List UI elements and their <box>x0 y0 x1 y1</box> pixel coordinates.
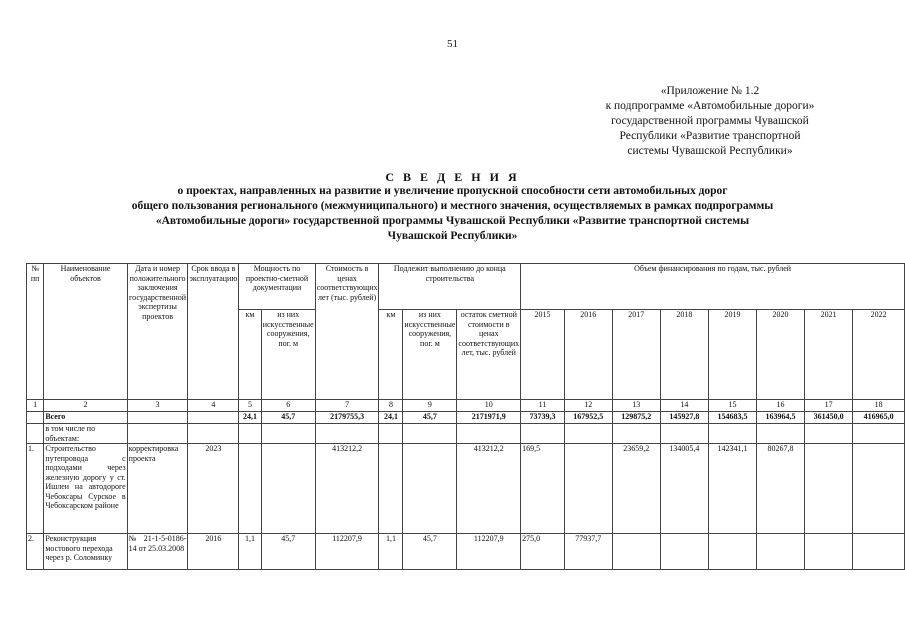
header-year: 2017 <box>612 310 660 400</box>
total-cell: 145927,8 <box>661 412 709 424</box>
header-funding: Объем финансирования по годам, тыс. рублей <box>521 264 905 310</box>
subtitle-line: «Автомобильные дороги» государственной программы Чувашской Республики «Развитие транспортной системы <box>155 215 750 227</box>
header-km: км <box>239 310 261 400</box>
row-cell: 134005,4 <box>661 444 709 534</box>
total-cell: 2171971,9 <box>457 412 521 424</box>
header-year: 2019 <box>708 310 756 400</box>
col-number: 2 <box>44 400 127 412</box>
header-km2: км <box>379 310 403 400</box>
header-year: 2022 <box>853 310 905 400</box>
including-row <box>27 424 905 444</box>
col-number: 11 <box>521 400 565 412</box>
header-art2: из них искусственные сооружения, пог. м <box>403 310 457 400</box>
col-number: 12 <box>564 400 612 412</box>
row-num: 1. <box>27 444 44 534</box>
col-number: 8 <box>379 400 403 412</box>
header-year: 2015 <box>521 310 565 400</box>
total-cell: 24,1 <box>379 412 403 424</box>
header-balance: остаток сметной стоимости в ценах соответствующих лет, тыс. рублей <box>457 310 521 400</box>
row-cell: 45,7 <box>261 534 315 570</box>
row-cell <box>804 534 852 570</box>
col-number: 18 <box>853 400 905 412</box>
total-cell: 154683,5 <box>708 412 756 424</box>
total-cell: 163964,5 <box>757 412 805 424</box>
header-remaining: Подлежит выполнению до конца строительства <box>379 264 521 310</box>
col-number: 7 <box>315 400 379 412</box>
total-cell: 361450,0 <box>804 412 852 424</box>
row-term: 2023 <box>188 444 239 534</box>
total-cell: 416965,0 <box>853 412 905 424</box>
row-date: корректировка проекта <box>127 444 188 534</box>
row-cell <box>661 534 709 570</box>
col-number: 5 <box>239 400 261 412</box>
header-num: № пп <box>27 264 44 400</box>
total-cell: 24,1 <box>239 412 261 424</box>
col-number: 4 <box>188 400 239 412</box>
header-year: 2018 <box>661 310 709 400</box>
subtitle-line: общего пользования регионального (межмуниципального) и местного значения, осуществляемых в рамках подпрограммы <box>131 200 774 212</box>
table-row <box>27 444 905 534</box>
total-cell: 167952,5 <box>564 412 612 424</box>
col-number: 6 <box>261 400 315 412</box>
row-cell: 45,7 <box>403 534 457 570</box>
row-cell <box>853 534 905 570</box>
total-cell: 45,7 <box>261 412 315 424</box>
header-cost: Стоимость в ценах соответствующих лет (тыс. рублей) <box>315 264 379 400</box>
header-year: 2020 <box>757 310 805 400</box>
row-name: Строительство путепровода с подходами через железную дорогу у ст. Ишлеи на автодороге Чебоксары Сурское в Чебоксарском районе <box>44 444 127 534</box>
header-art: из них искусственные сооружения, пог. м <box>261 310 315 400</box>
header-year: 2016 <box>564 310 612 400</box>
row-cell: 1,1 <box>379 534 403 570</box>
col-number: 9 <box>403 400 457 412</box>
row-cell: 80267,8 <box>757 444 805 534</box>
appendix-block <box>560 84 860 159</box>
row-cell <box>564 444 612 534</box>
row-cell <box>853 444 905 534</box>
header-capacity: Мощность по проектно-сметной документации <box>239 264 315 310</box>
row-cell: 112207,9 <box>457 534 521 570</box>
appendix-line: Республики «Развитие транспортной <box>619 130 801 142</box>
row-term: 2016 <box>188 534 239 570</box>
col-number: 10 <box>457 400 521 412</box>
appendix-line: системы Чувашской Республики» <box>627 145 793 157</box>
row-cell <box>379 444 403 534</box>
appendix-line: «Приложение № 1.2 <box>660 85 760 97</box>
row-cell <box>261 444 315 534</box>
row-cell: 23659,2 <box>612 444 660 534</box>
row-cell: 413212,2 <box>457 444 521 534</box>
row-name: Реконструкция мостового перехода через р. Соломинку <box>44 534 127 570</box>
row-cell: 112207,9 <box>315 534 379 570</box>
col-number: 16 <box>757 400 805 412</box>
total-cell: 73739,3 <box>521 412 565 424</box>
total-cell: 45,7 <box>403 412 457 424</box>
total-label: Всего <box>44 412 127 424</box>
col-number: 14 <box>661 400 709 412</box>
row-cell: 1,1 <box>239 534 261 570</box>
document-subtitle <box>60 184 845 244</box>
row-date: № 21-1-5-0186-14 от 25.03.2008 <box>127 534 188 570</box>
header-date: Дата и номер положительного заключения государственной экспертизы проектов <box>127 264 188 400</box>
total-row <box>27 412 905 424</box>
subtitle-line: Чувашской Республики» <box>387 230 518 242</box>
appendix-line: к подпрограмме «Автомобильные дороги» <box>605 100 815 112</box>
row-cell: 77937,7 <box>564 534 612 570</box>
row-cell: 275,0 <box>521 534 565 570</box>
document-title: С В Е Д Е Н И Я <box>385 170 520 184</box>
col-number: 1 <box>27 400 44 412</box>
row-cell: 142341,1 <box>708 444 756 534</box>
row-cell <box>612 534 660 570</box>
row-cell <box>708 534 756 570</box>
row-cell <box>804 444 852 534</box>
total-cell: 2179755,3 <box>315 412 379 424</box>
header-term: Срок ввода в эксплуатацию <box>188 264 239 400</box>
row-cell: 169,5 <box>521 444 565 534</box>
row-cell <box>757 534 805 570</box>
col-number: 3 <box>127 400 188 412</box>
projects-table <box>26 263 905 570</box>
col-number: 13 <box>612 400 660 412</box>
col-number: 17 <box>804 400 852 412</box>
row-cell: 413212,2 <box>315 444 379 534</box>
page-number: 51 <box>447 38 458 50</box>
total-cell: 129875,2 <box>612 412 660 424</box>
table-row <box>27 534 905 570</box>
col-number: 15 <box>708 400 756 412</box>
row-cell <box>239 444 261 534</box>
row-num: 2. <box>27 534 44 570</box>
subtitle-line: о проектах, направленных на развитие и увеличение пропускной способности сети автомобильных дорог <box>177 185 728 197</box>
including-label: в том числе по объектам: <box>44 424 127 444</box>
row-cell <box>403 444 457 534</box>
header-year: 2021 <box>804 310 852 400</box>
appendix-line: государственной программы Чувашской <box>611 115 809 127</box>
header-name: Наименование объектов <box>44 264 127 400</box>
